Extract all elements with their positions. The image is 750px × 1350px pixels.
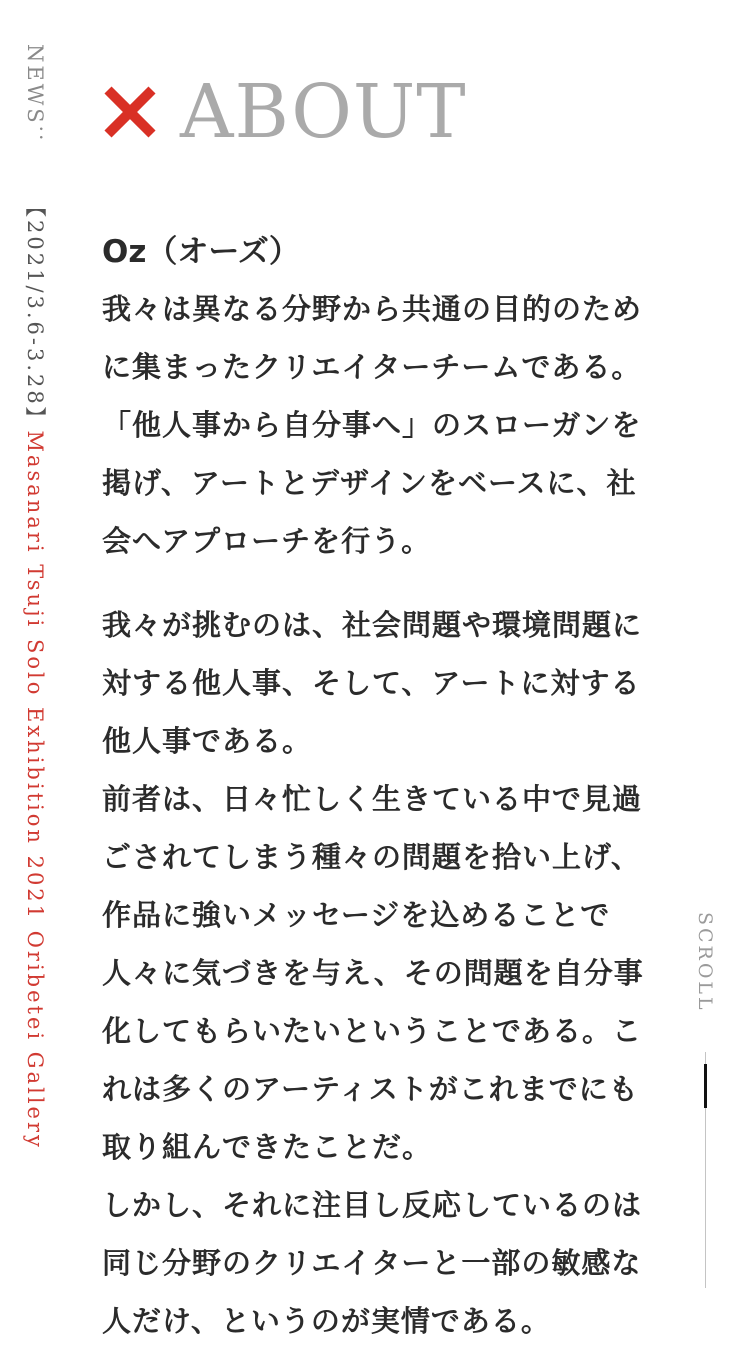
org-name: Oz（オーズ） xyxy=(102,234,300,270)
about-paragraph: 前者は、日々忙しく生きている中で見過ごされてしまう種々の問題を拾い上げ、作品に強いメッセージを込めることで人々に気づきを与え、その問題を自分事化してもらいたいということである。これは多くのアーティストがこれまでにも取り組んできたことだ。 xyxy=(102,782,644,1164)
about-paragraph: 我々が挑むのは、社会問題や環境問題に対する他人事、そして、アートに対する他人事である。 xyxy=(102,608,643,758)
scroll-thumb[interactable] xyxy=(704,1064,707,1108)
scroll-label: SCROLL xyxy=(694,912,716,1013)
about-section xyxy=(102,62,662,1350)
about-paragraph: しかし、それに注目し反応しているのは同じ分野のクリエイターと一部の敏感な人だけ、というのが実情である。 xyxy=(102,1188,643,1338)
news-date: 【2021/3.6-3.28】 xyxy=(23,195,47,431)
about-paragraph: 我々は異なる分野から共通の目的のために集まったクリエイターチームである。「他人事から自分事へ」のスローガンを掲げ、アートとデザインをベースに、社会へアプローチを行う。 xyxy=(102,292,643,558)
news-label: NEWS： xyxy=(23,44,47,150)
news-title-link[interactable]: Masanari Tsuji Solo Exhibition 2021 Oribetei Gallery xyxy=(23,430,47,1150)
cross-icon xyxy=(102,84,158,140)
news-ticker[interactable] xyxy=(24,44,45,1150)
section-heading xyxy=(102,62,662,162)
page-title: ABOUT xyxy=(180,69,467,155)
scroll-indicator[interactable] xyxy=(692,912,722,1292)
